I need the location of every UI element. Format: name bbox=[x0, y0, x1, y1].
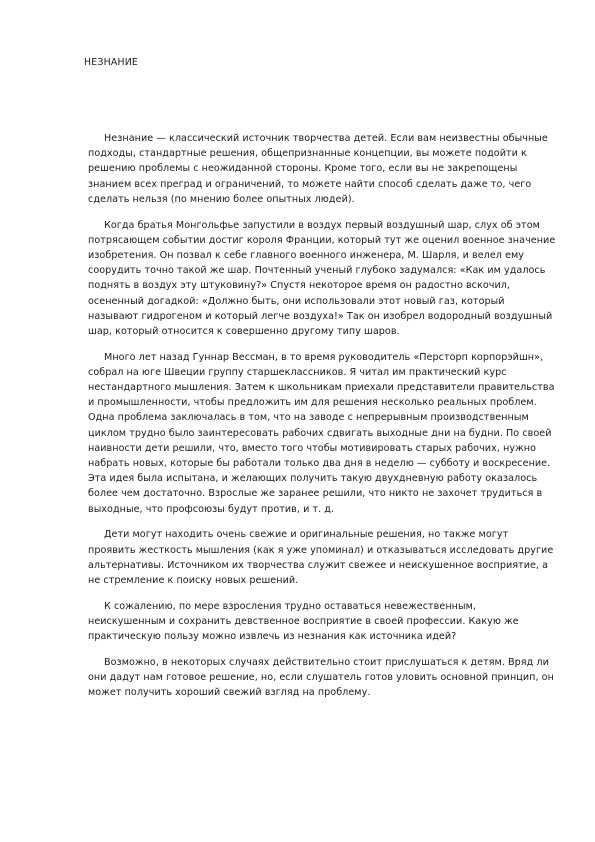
paragraph: Когда братья Монгольфье запустили в воздух первый воздушный шар, слух об этом потрясающем событии достиг короля Франции, который тут же оценил военное значение изобретения. Он позвал к себе главного военного инженера, М. Шарля, и велел ему соорудить точно такой же шар. Почтенный ученый глубоко задумался: «Как им удалось поднять в воздух эту штуковину?» Спустя некоторое время он радостно вскочил, осененный догадкой: «Должно быть, они использовали этот новый газ, который называют гидрогеном и который легче воздуха!» Так он изобрел водородный воздушный шар, который относится к совершенно другому типу шаров. bbox=[88, 219, 556, 337]
paragraph: Дети могут находить очень свежие и оригинальные решения, но также могут проявить жесткость мышления (как я уже упоминал) и отказываться исследовать другие альтернативы. Источником их творчества служит свежее и неискушенное восприятие, а не стремление к поиску новых решений. bbox=[88, 529, 554, 586]
paragraph: Незнание — классический источник творчества детей. Если вам неизвестны обычные подходы, стандартные решения, общепризнанные концепции, вы можете подойти к решению проблемы с неожиданной стороны. Кроме того, если вы не закрепощены знанием всех преград и ограничений, то можете найти способ сделать даже то, чего сделать нельзя (по мнению более опытных людей). bbox=[88, 133, 548, 205]
paragraph: Возможно, в некоторых случаях действительно стоит прислушаться к детям. Вряд ли они дадут нам готовое решение, но, если слушатель готов уловить основной принцип, он может получить хороший свежий взгляд на проблему. bbox=[88, 656, 554, 699]
paragraph: К сожалению, по мере взросления трудно оставаться невежественным, неискушенным и сохранить девственное восприятие в своей профессии. Какую же практическую пользу можно извлечь из незнания как источника идей? bbox=[88, 600, 519, 643]
document-body bbox=[88, 131, 556, 711]
document-title: НЕЗНАНИЕ bbox=[84, 57, 139, 68]
paragraph: Много лет назад Гуннар Вессман, в то время руководитель «Персторп корпорэйшн», собрал на юге Швеции группу старшеклассников. Я читал им практический курс нестандартного мышления. Затем к школьникам приехали представители правительства и промышленности, чтобы предложить им для решения несколько реальных проблем. Одна проблема заключалась в том, что на заводе с непрерывным производственным циклом трудно было заинтересовать рабочих сдвигать выходные дни на будни. По своей наивности дети решили, что, вместо того чтобы мотивировать старых рабочих, нужно набрать новых, которые бы работали только два дня в неделю — субботу и воскресение. Эта идея была испытана, и желающих получить такую двухдневную работу оказалось более чем достаточно. Взрослые же заранее решили, что никто не захочет трудиться в выходные, что профсоюзы будут против, и т. д. bbox=[88, 351, 555, 515]
